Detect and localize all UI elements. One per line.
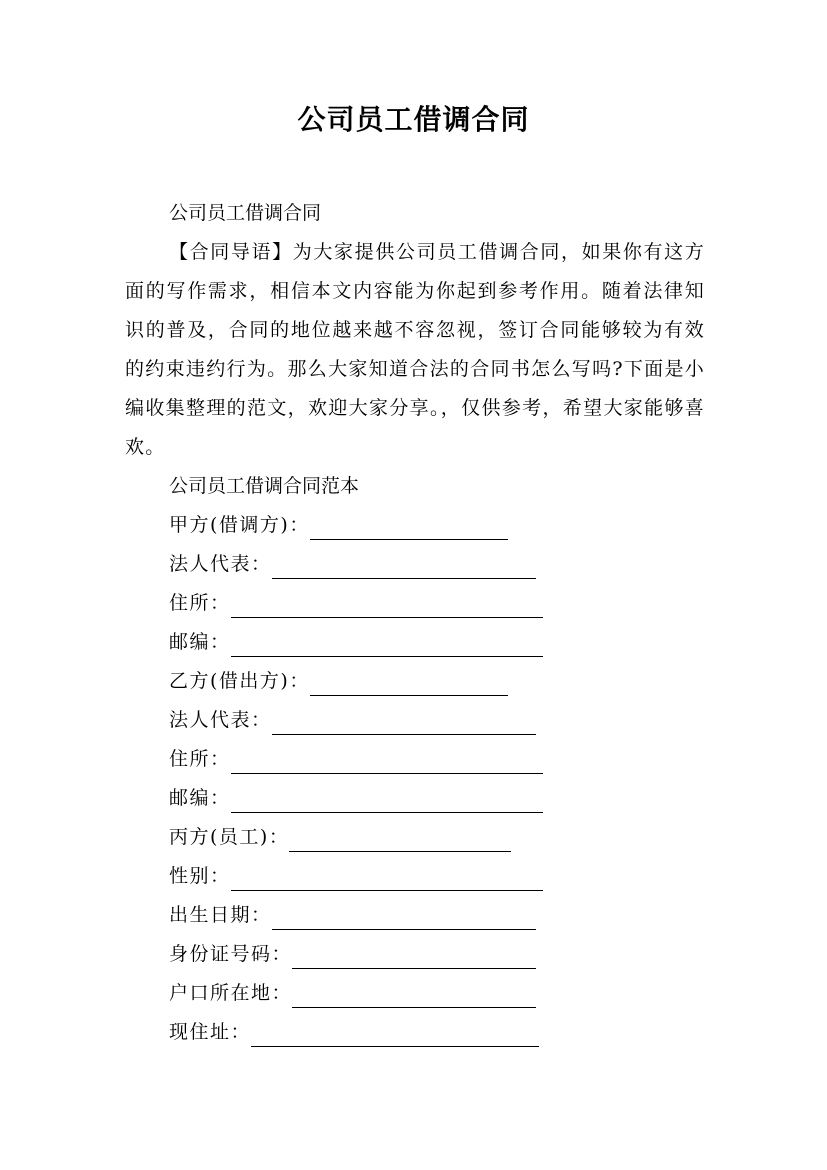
field-party-a-address [125, 584, 705, 623]
field-current-address [125, 1013, 705, 1052]
field-gender [125, 857, 705, 896]
field-blank-line [292, 940, 536, 969]
field-label: 乙方(借出方)： [169, 670, 310, 692]
field-label: 现住址： [169, 1021, 252, 1043]
field-label: 法人代表： [169, 709, 272, 731]
field-party-c [125, 818, 705, 857]
field-label: 丙方(员工)： [169, 826, 290, 848]
field-label: 户口所在地： [169, 982, 293, 1004]
field-household-registration [125, 974, 705, 1013]
intro-paragraph: 【合同导语】为大家提供公司员工借调合同，如果你有这方面的写作需求，相信本文内容能为你起到参考作用。随着法律知识的普及，合同的地位越来越不容忽视，签订合同能够较为有效的约束违约行为。那么大家知道合法的合同书怎么写吗?下面是小编收集整理的范文，欢迎大家分享。，仅供参考，希望大家能够喜欢。 [125, 241, 705, 458]
field-party-b-postcode [125, 779, 705, 818]
field-blank-line [231, 784, 543, 813]
field-label: 住所： [169, 592, 231, 614]
field-label: 甲方(借调方)： [169, 514, 310, 536]
field-label: 住所： [169, 748, 231, 770]
field-label: 法人代表： [169, 553, 272, 575]
document-title: 公司员工借调合同 [297, 103, 530, 136]
field-blank-line [231, 589, 543, 618]
document-subtitle: 公司员工借调合同 [169, 202, 322, 224]
section-title: 公司员工借调合同范本 [169, 475, 360, 497]
field-blank-line [272, 550, 536, 579]
field-blank-line [231, 862, 543, 891]
field-label: 性别： [169, 865, 231, 887]
field-party-b [125, 662, 705, 701]
field-blank-line [310, 667, 508, 696]
field-blank-line [251, 1018, 539, 1047]
field-label: 出生日期： [169, 904, 272, 926]
field-blank-line [231, 628, 543, 657]
field-label: 邮编： [169, 631, 231, 653]
field-label: 邮编： [169, 787, 231, 809]
field-label: 身份证号码： [169, 943, 293, 965]
field-blank-line [292, 979, 536, 1008]
field-blank-line [272, 901, 536, 930]
field-blank-line [231, 745, 543, 774]
field-party-a-postcode [125, 623, 705, 662]
field-blank-line [272, 706, 536, 735]
field-party-b-address [125, 740, 705, 779]
document-body [125, 194, 705, 1052]
field-party-a [125, 506, 705, 545]
field-party-b-legal-rep [125, 701, 705, 740]
field-blank-line [289, 823, 511, 852]
field-party-a-legal-rep [125, 545, 705, 584]
field-birth-date [125, 896, 705, 935]
field-id-number [125, 935, 705, 974]
field-blank-line [310, 511, 508, 540]
